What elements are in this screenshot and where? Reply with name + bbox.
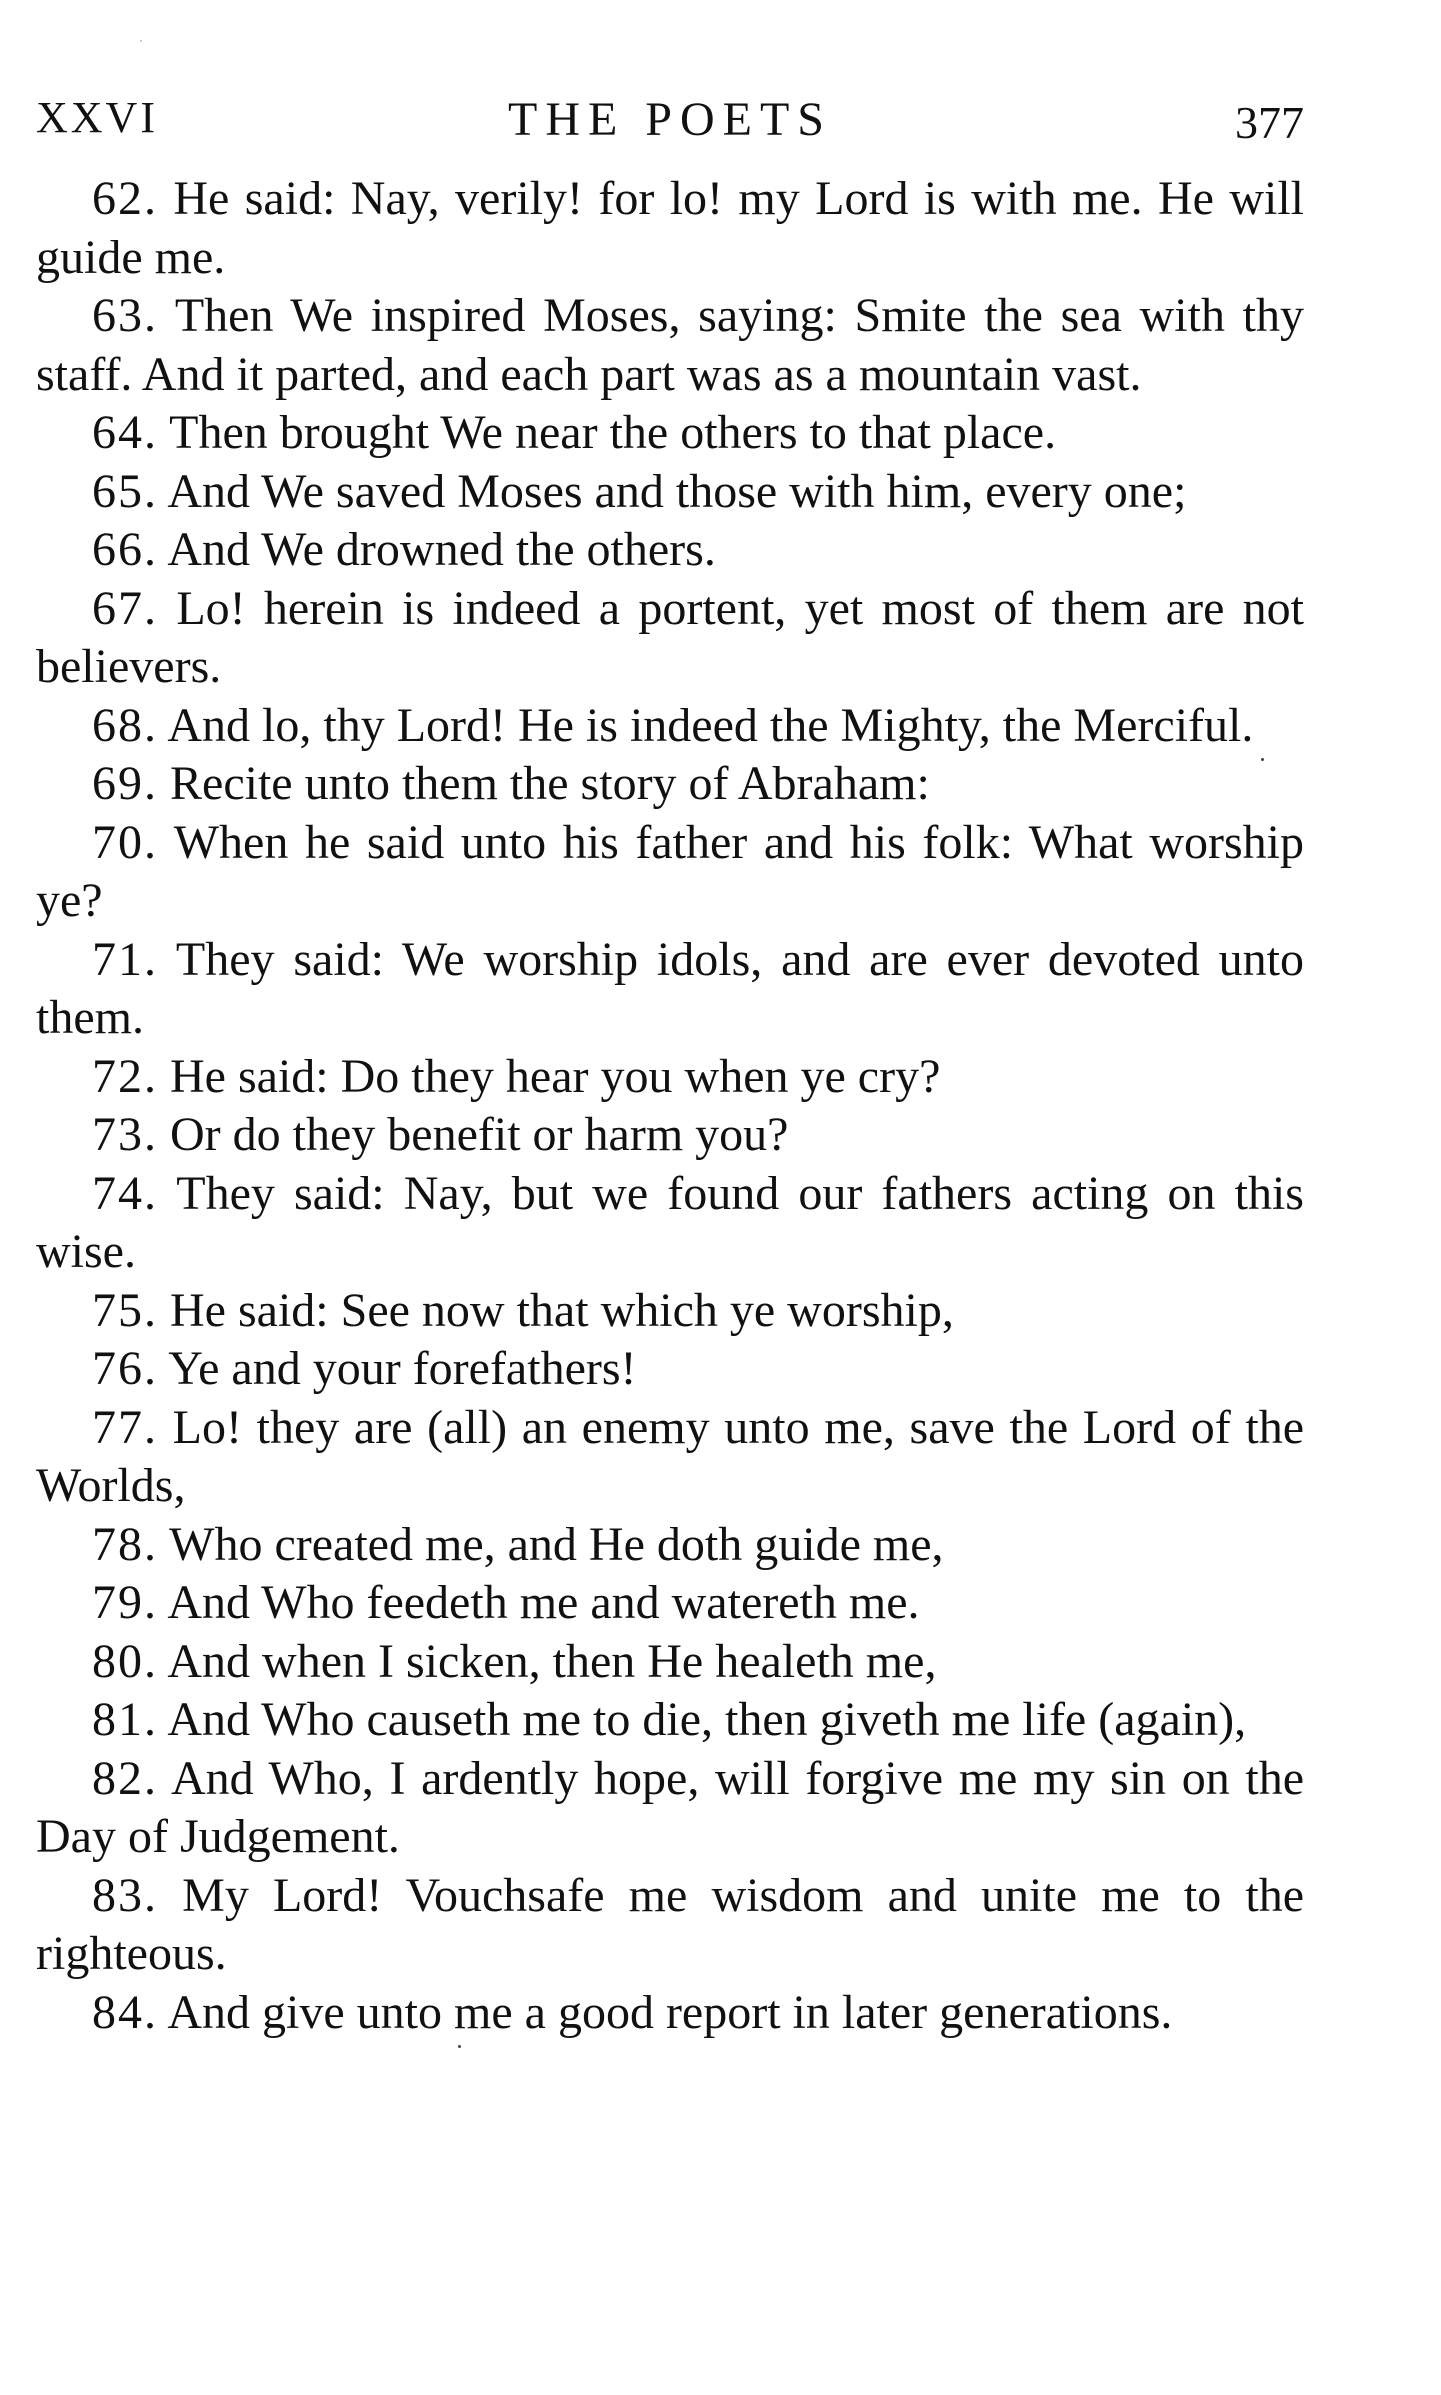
verse xyxy=(36,1984,1304,2043)
chapter-title: THE POETS xyxy=(508,93,832,146)
verse-text: And give unto me a good report in later generations. xyxy=(167,1985,1173,2039)
verse-text: And We drowned the others. xyxy=(167,523,716,576)
verse-text: Recite unto them the story of Abraham: xyxy=(170,757,930,810)
verse xyxy=(36,521,1304,580)
page-number: 377 xyxy=(1235,97,1304,148)
verse-text: He said: See now that which ye worship, xyxy=(170,1283,954,1337)
verse-number: 69. xyxy=(92,757,158,810)
verse-text: Lo! herein is indeed a portent, yet most of them are not believers. xyxy=(36,581,1305,693)
verse-number: 75. xyxy=(92,1283,158,1337)
verse-text: Ye and your forefathers! xyxy=(168,1342,637,1395)
verse xyxy=(36,1282,1304,1341)
verse xyxy=(36,1867,1304,1984)
verse-number: 79. xyxy=(92,1576,158,1629)
verse-number: 66. xyxy=(92,523,158,576)
verse-number: 63. xyxy=(92,289,158,342)
verse xyxy=(36,1691,1304,1750)
verse-number: 72. xyxy=(92,1049,158,1103)
verse-text: My Lord! Vouchsafe me wisdom and unite me to the righteous. xyxy=(36,1868,1305,1980)
verse xyxy=(36,170,1304,287)
verse-text: Who created me, and He doth guide me, xyxy=(169,1517,944,1571)
verse-number: 73. xyxy=(92,1108,158,1161)
verse xyxy=(36,1165,1304,1282)
verse-number: 78. xyxy=(92,1517,158,1571)
verse-number: 82. xyxy=(92,1751,158,1805)
verse xyxy=(36,1516,1304,1575)
verse xyxy=(36,1048,1304,1107)
verse-number: 76. xyxy=(92,1342,158,1395)
paper-speck xyxy=(140,40,142,42)
verse xyxy=(36,1106,1304,1165)
verse xyxy=(36,1633,1304,1692)
verse xyxy=(36,1574,1304,1633)
chapter-number: XXVI xyxy=(36,93,158,142)
verse-number: 74. xyxy=(92,1166,158,1220)
verse xyxy=(36,463,1304,522)
verse-number: 80. xyxy=(92,1634,158,1688)
verse-text: And Who, I ardently hope, will forgive me my sin on the Day of Judgement. xyxy=(36,1751,1304,1863)
paper-speck xyxy=(458,2045,461,2048)
verse xyxy=(36,580,1304,697)
verse xyxy=(36,931,1304,1048)
paper-speck xyxy=(1261,758,1264,761)
verse-text: Then We inspired Moses, saying: Smite the sea with thy staff. And it parted, and each part was as a mountain vast. xyxy=(36,289,1304,401)
verse-text: They said: Nay, but we found our fathers acting on this wise. xyxy=(36,1166,1304,1278)
verse xyxy=(36,404,1304,463)
verse-number: 68. xyxy=(92,698,158,752)
verse xyxy=(36,1399,1304,1516)
verse-number: 70. xyxy=(92,815,158,869)
verse-number: 81. xyxy=(92,1693,158,1746)
verse xyxy=(36,1340,1304,1399)
verse-text: And Who causeth me to die, then giveth me life (again), xyxy=(167,1693,1247,1746)
verse-number: 84. xyxy=(92,1985,158,2039)
verse-number: 62. xyxy=(92,172,158,225)
verse-text: They said: We worship idols, and are ever devoted unto them. xyxy=(36,932,1304,1044)
verse-text: Then brought We near the others to that place. xyxy=(169,406,1057,459)
verse xyxy=(36,1750,1304,1867)
verse-number: 64. xyxy=(92,406,158,459)
verse-text: And Who feedeth me and watereth me. xyxy=(167,1576,920,1629)
verse-text: He said: Nay, verily! for lo! my Lord is with me. He will guide me. xyxy=(36,172,1305,284)
verse-number: 77. xyxy=(92,1400,158,1454)
verse xyxy=(36,814,1304,931)
verse xyxy=(36,755,1304,814)
verse xyxy=(36,697,1304,756)
verse-number: 83. xyxy=(92,1868,158,1922)
verse-text: And lo, thy Lord! He is indeed the Mighty, the Merciful. xyxy=(167,698,1254,752)
verse-number: 67. xyxy=(92,581,158,635)
verse-text: And We saved Moses and those with him, every one; xyxy=(167,464,1187,518)
verse-list xyxy=(36,170,1304,2042)
verse-number: 71. xyxy=(92,932,158,986)
verse-text: Or do they benefit or harm you? xyxy=(170,1108,789,1161)
verse-text: He said: Do they hear you when ye cry? xyxy=(170,1049,941,1103)
verse-text: Lo! they are (all) an enemy unto me, save the Lord of the Worlds, xyxy=(36,1400,1305,1512)
verse xyxy=(36,287,1304,404)
verse-text: When he said unto his father and his folk: What worship ye? xyxy=(36,815,1305,927)
running-head xyxy=(36,92,1304,152)
verse-text: And when I sicken, then He healeth me, xyxy=(167,1634,937,1688)
verse-number: 65. xyxy=(92,464,158,518)
